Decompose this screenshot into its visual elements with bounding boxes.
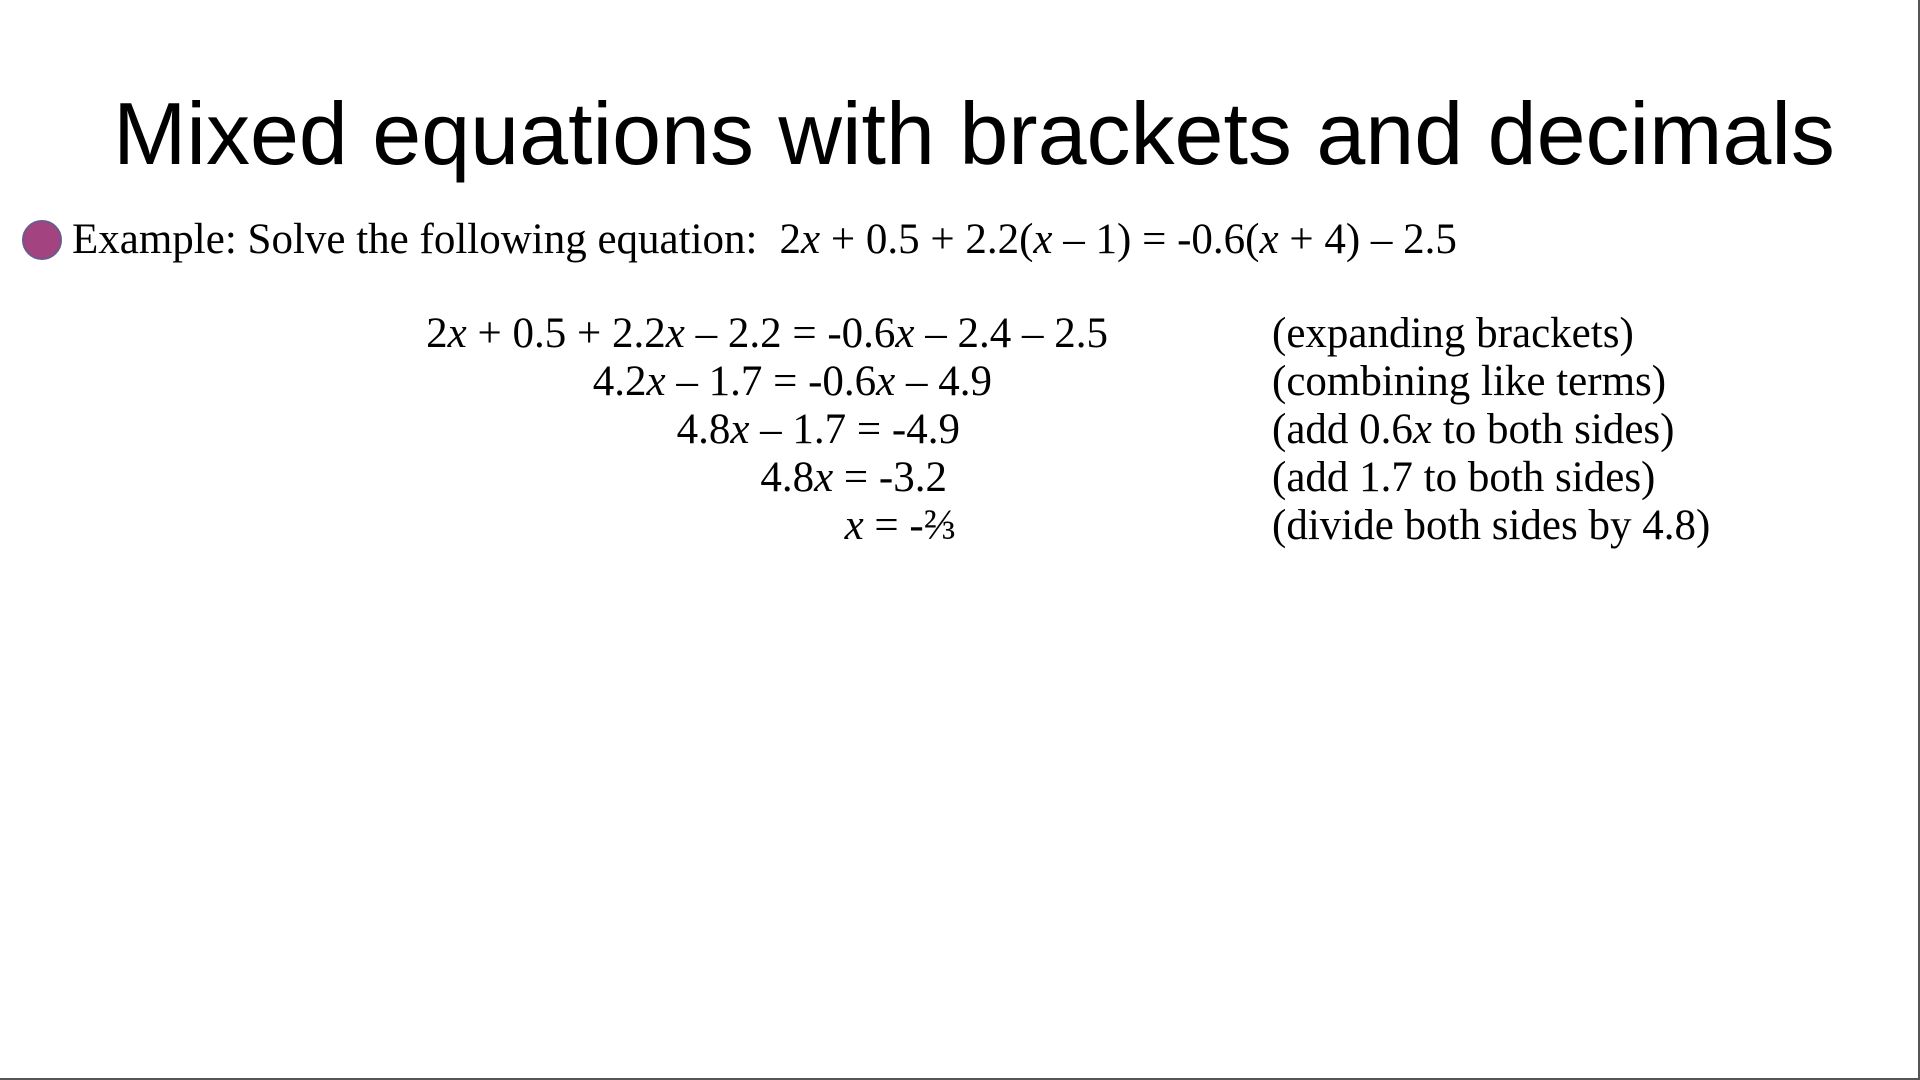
eq-part: = -⅔: [863, 502, 956, 549]
step-2-equation: [593, 358, 992, 406]
step-5-note: (divide both sides by 4.8): [1272, 502, 1711, 549]
step-2-note: (combining like terms): [1272, 358, 1667, 405]
eq-variable: x: [876, 358, 896, 405]
eq-variable: x: [730, 406, 750, 453]
step-3-note: [1272, 406, 1674, 454]
eq-variable: x: [665, 310, 685, 357]
eq-part: 4.2: [592, 358, 647, 405]
eq-part: 4.8: [760, 454, 815, 501]
eq-part: – 4.9: [895, 358, 992, 405]
eq-part: – 2.4 – 2.5: [914, 310, 1108, 357]
step-4-equation: [760, 454, 947, 502]
eq-variable: x: [1033, 216, 1053, 263]
eq-variable: x: [814, 454, 834, 501]
step-4-note: (add 1.7 to both sides): [1272, 454, 1656, 501]
slide-title: Mixed equations with brackets and decimals: [113, 84, 1835, 183]
step-1-note: (expanding brackets): [1272, 310, 1634, 357]
step-3-equation: [677, 406, 960, 454]
note-part: (add 0.6: [1272, 406, 1413, 453]
eq-part: = -3.2: [833, 454, 947, 501]
example-equation: [779, 216, 1456, 263]
example-label: Example: Solve the following equation:: [72, 216, 758, 263]
eq-part: – 1.7 = -4.9: [749, 406, 960, 453]
eq-part: 2: [426, 310, 448, 357]
note-variable: x: [1412, 406, 1432, 453]
step-1-equation: [426, 310, 1108, 358]
eq-variable: x: [800, 216, 821, 263]
eq-variable: x: [447, 310, 467, 357]
bullet-dot-icon: [22, 220, 62, 260]
eq-part: 2: [779, 216, 801, 263]
eq-variable: x: [895, 310, 915, 357]
eq-part: – 2.2 = -0.6: [684, 310, 896, 357]
eq-part: + 0.5 + 2.2: [466, 310, 666, 357]
eq-part: + 0.5 + 2.2(: [820, 216, 1034, 263]
eq-variable: x: [1259, 216, 1279, 263]
eq-part: – 1.7 = -0.6: [665, 358, 877, 405]
eq-part: 4.8: [676, 406, 731, 453]
example-text: [72, 212, 1457, 268]
eq-variable: x: [646, 358, 666, 405]
note-part: to both sides): [1432, 406, 1675, 453]
eq-part: + 4) – 2.5: [1278, 216, 1457, 263]
step-5-equation: [845, 502, 956, 550]
eq-part: – 1) = -0.6(: [1052, 216, 1260, 263]
eq-variable: x: [844, 502, 864, 549]
example-bullet: [22, 212, 1457, 268]
